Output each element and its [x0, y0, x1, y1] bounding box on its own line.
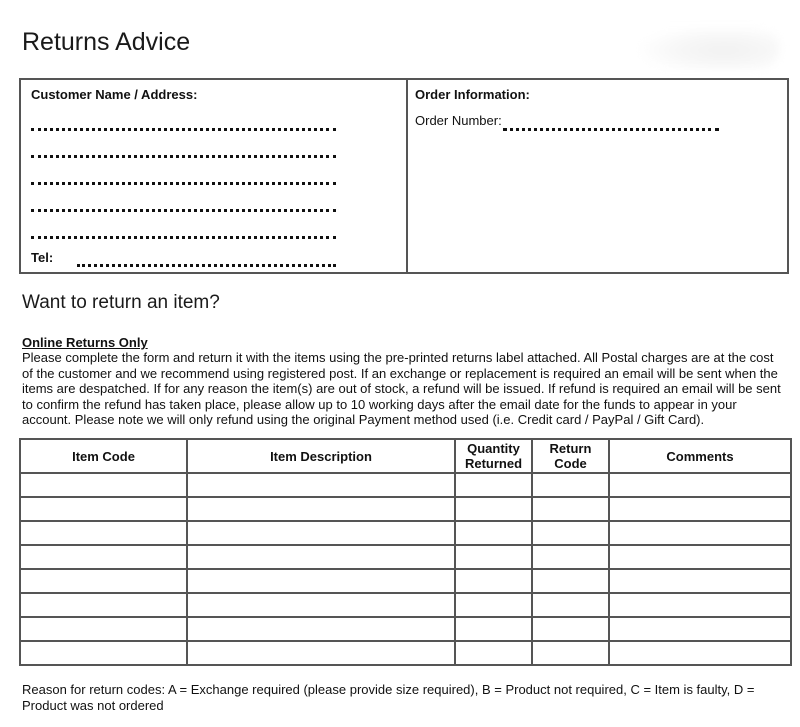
- comments-cell[interactable]: [609, 545, 791, 569]
- return-code-cell[interactable]: [532, 641, 609, 665]
- item-description-cell[interactable]: [187, 545, 455, 569]
- item-description-cell[interactable]: [187, 473, 455, 497]
- section-heading: Want to return an item?: [22, 292, 220, 313]
- order-number-label: Order Number:: [415, 113, 502, 128]
- quantity-returned-cell[interactable]: [455, 641, 532, 665]
- table-row: [20, 521, 791, 545]
- item-description-cell[interactable]: [187, 593, 455, 617]
- header-return-code: [532, 439, 609, 473]
- comments-cell[interactable]: [609, 473, 791, 497]
- page-title: Returns Advice: [22, 28, 191, 56]
- tel-label: Tel:: [31, 250, 54, 265]
- table-row: [20, 617, 791, 641]
- table-row: [20, 569, 791, 593]
- item-code-cell[interactable]: [20, 641, 187, 665]
- online-returns-title: Online Returns Only: [22, 335, 148, 350]
- comments-cell[interactable]: [609, 521, 791, 545]
- table-row: [20, 497, 791, 521]
- item-code-cell[interactable]: [20, 569, 187, 593]
- instructions-paragraph: Please complete the form and return it with the items using the pre-printed returns label attached. All Postal charges are at the cost of the customer and we recommend using registered post. If an exchange or replacement is required an email will be sent when the items are despatched. If for any reason the item(s) are out of stock, a refund will be issued. If refund is required an email will be sent to confirm the refund has taken place, please allow up to 10 working days after the email date for the funds to appear in your account. Please note we will only refund using the original Payment method used (i.e. Credit card / PayPal / Gift Card).: [22, 350, 781, 428]
- address-line-5-field[interactable]: [31, 236, 336, 239]
- return-code-cell[interactable]: [532, 545, 609, 569]
- table-row: [20, 473, 791, 497]
- header-comments: Comments: [609, 439, 791, 473]
- customer-order-box: [19, 78, 789, 274]
- header-return-line2: Code: [554, 456, 587, 471]
- item-code-cell[interactable]: [20, 473, 187, 497]
- return-code-cell[interactable]: [532, 617, 609, 641]
- return-code-cell[interactable]: [532, 497, 609, 521]
- return-code-cell[interactable]: [532, 569, 609, 593]
- return-code-cell[interactable]: [532, 521, 609, 545]
- order-heading: Order Information:: [415, 87, 530, 102]
- table-row: [20, 641, 791, 665]
- table-row: [20, 593, 791, 617]
- comments-cell[interactable]: [609, 617, 791, 641]
- quantity-returned-cell[interactable]: [455, 593, 532, 617]
- return-code-cell[interactable]: [532, 593, 609, 617]
- header-quantity-returned: [455, 439, 532, 473]
- item-code-cell[interactable]: [20, 593, 187, 617]
- quantity-returned-cell[interactable]: [455, 521, 532, 545]
- address-line-3-field[interactable]: [31, 182, 336, 185]
- comments-cell[interactable]: [609, 569, 791, 593]
- comments-cell[interactable]: [609, 641, 791, 665]
- item-code-cell[interactable]: [20, 545, 187, 569]
- item-code-cell[interactable]: [20, 617, 187, 641]
- header-quantity-line2: Returned: [464, 456, 523, 471]
- quantity-returned-cell[interactable]: [455, 497, 532, 521]
- order-number-field[interactable]: [503, 128, 719, 131]
- quantity-returned-cell[interactable]: [455, 569, 532, 593]
- comments-cell[interactable]: [609, 497, 791, 521]
- address-line-1-field[interactable]: [31, 128, 336, 131]
- quantity-returned-cell[interactable]: [455, 545, 532, 569]
- returns-table: [19, 438, 792, 666]
- box-divider: [406, 80, 408, 272]
- address-line-4-field[interactable]: [31, 209, 336, 212]
- header-item-code: Item Code: [20, 439, 187, 473]
- item-description-cell[interactable]: [187, 497, 455, 521]
- comments-cell[interactable]: [609, 593, 791, 617]
- item-description-cell[interactable]: [187, 617, 455, 641]
- item-code-cell[interactable]: [20, 521, 187, 545]
- header-item-description: Item Description: [187, 439, 455, 473]
- reason-codes-note: Reason for return codes: A = Exchange required (please provide size required), B = Product not required, C = Item is faulty, D = Product was not ordered: [22, 682, 755, 713]
- item-description-cell[interactable]: [187, 521, 455, 545]
- address-line-2-field[interactable]: [31, 155, 336, 158]
- tel-field[interactable]: [77, 264, 336, 267]
- header-return-line1: Return: [549, 441, 592, 456]
- return-code-cell[interactable]: [532, 473, 609, 497]
- quantity-returned-cell[interactable]: [455, 473, 532, 497]
- item-description-cell[interactable]: [187, 569, 455, 593]
- blurred-logo: [640, 26, 780, 70]
- table-header-row: [20, 439, 791, 473]
- customer-heading: Customer Name / Address:: [31, 87, 198, 102]
- quantity-returned-cell[interactable]: [455, 617, 532, 641]
- item-code-cell[interactable]: [20, 497, 187, 521]
- table-row: [20, 545, 791, 569]
- header-quantity-line1: Quantity: [467, 441, 520, 456]
- item-description-cell[interactable]: [187, 641, 455, 665]
